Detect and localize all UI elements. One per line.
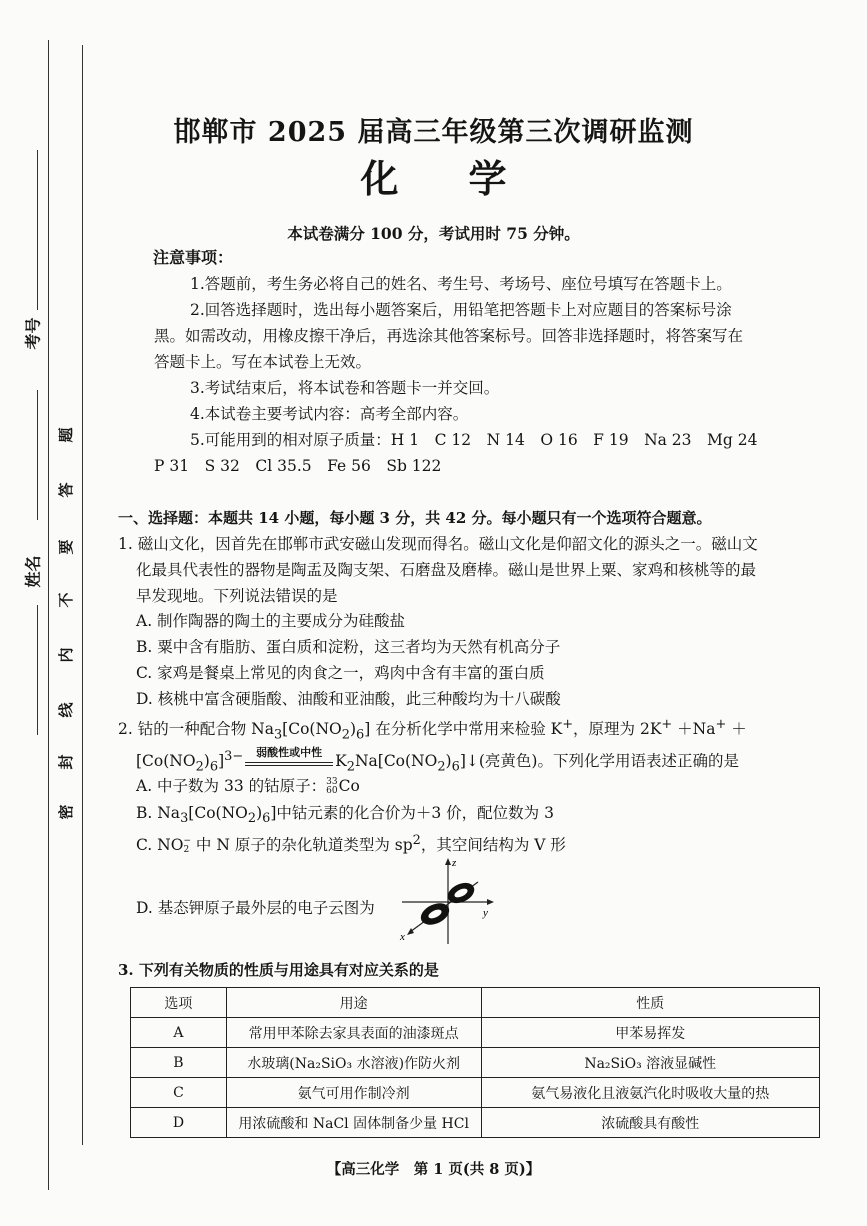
q2-l1-b: [Co(NO xyxy=(282,720,342,739)
cell-property: Na₂SiO₃ 溶液显碱性 xyxy=(481,1048,820,1078)
page-footer: 【高三化学 第 1 页(共 8 页)】 xyxy=(326,1161,541,1178)
note-line-5: 3.考试结束后，将本试卷和答题卡一并交回。 xyxy=(190,379,500,397)
q2-b-c: ) xyxy=(256,804,263,822)
nuclide-element: Co xyxy=(338,777,360,795)
q2-l2-f: ) xyxy=(445,752,452,771)
cell-property: 浓硫酸具有酸性 xyxy=(481,1108,820,1138)
table-row xyxy=(131,1018,820,1048)
seal-char-2: 封 xyxy=(57,754,75,770)
exam-title: 邯郸市 2025 届高三年级第三次调研监测 xyxy=(173,117,694,148)
y-arrow xyxy=(487,899,494,905)
axis-y-label: y xyxy=(483,907,488,919)
note-line-6: 4.本试卷主要考试内容：高考全部内容。 xyxy=(190,405,469,423)
q2-l2-e: Na[Co(NO xyxy=(354,752,438,771)
cell-property: 氨气易液化且液氨汽化时吸收大量的热 xyxy=(481,1078,820,1108)
q2-l1-d: ] 在分析化学中常用来检验 K xyxy=(364,720,563,739)
nuclide-notation xyxy=(326,778,337,796)
z-arrow xyxy=(445,858,451,865)
cell-property: 甲苯易挥发 xyxy=(481,1018,820,1048)
nuclide-z: 60 xyxy=(326,786,338,796)
reaction-condition: 弱酸性或中性 xyxy=(256,746,323,760)
seal-char-5: 不 xyxy=(57,592,75,608)
nuclide-mass: 33 xyxy=(326,777,338,787)
notes-heading: 注意事项： xyxy=(153,248,234,267)
axis-z-label: z xyxy=(452,857,457,869)
note-line-2: 2.回答选择题时，选出每小题答案后，用铅笔把答题卡上对应题目的答案标号涂 xyxy=(190,301,732,319)
section1-heading: 一、选择题：本题共 14 小题，每小题 3 分，共 42 分。每小题只有一个选项符合题意。 xyxy=(118,509,712,527)
cell-use: 水玻璃(Na₂SiO₃ 水溶液)作防火剂 xyxy=(226,1048,481,1078)
q2-line-2: $[Co(NO_2)_6]^{3-}$ 弱酸性或中性 $K_2Na[Co(NO_2)_6]↓$(亮黄色)。下列化学用语表述正确的是 xyxy=(136,746,739,778)
q1-option-c: C. 家鸡是餐桌上常见的肉食之一，鸡肉中含有丰富的蛋白质 xyxy=(136,664,545,682)
col-header-use: 用途 xyxy=(226,988,481,1018)
x-arrow xyxy=(407,928,414,935)
cell-option: C xyxy=(131,1078,227,1108)
seal-char-1: 密 xyxy=(57,804,75,820)
q2-option-a xyxy=(136,775,360,797)
cell-option: B xyxy=(131,1048,227,1078)
seal-char-6: 要 xyxy=(57,539,75,555)
q1-option-a: A. 制作陶器的陶土的主要成分为硅酸盐 xyxy=(136,612,406,630)
table-row xyxy=(131,1108,820,1138)
q2-l1-c: ) xyxy=(349,720,357,739)
binding-line-outer xyxy=(48,40,49,1190)
name-blank-lower xyxy=(37,605,38,735)
seal-char-3: 线 xyxy=(57,702,75,718)
nitrite-sub-sup: − 2 xyxy=(183,836,191,856)
q2-b-d: ]中钴元素的化合价为＋3 价，配位数为 3 xyxy=(270,804,554,822)
q1-option-b: B. 粟中含有脂肪、蛋白质和淀粉，这三者均为天然有机高分子 xyxy=(136,638,561,656)
seal-char-7: 答 xyxy=(57,482,75,498)
note-line-3: 黑。如需改动，用橡皮擦干净后，再选涂其他答案标号。回答非选择题时，将答案写在 xyxy=(154,327,744,345)
q2-a-text: A. 中子数为 33 的钴原子： xyxy=(136,777,327,795)
q2-l1-g: ＋ xyxy=(726,720,747,739)
q2-b-b: [Co(NO xyxy=(188,804,248,822)
exam-intro: 本试卷满分 100 分，考试用时 75 分钟。 xyxy=(287,224,580,243)
q2-l2-d: K xyxy=(335,752,347,771)
col-header-option: 选项 xyxy=(131,988,227,1018)
reaction-arrow xyxy=(243,746,335,772)
arrow-line xyxy=(245,762,333,763)
q2-c-a: C. NO xyxy=(136,836,184,855)
q2-l1-a: 2. 钴的一种配合物 Na xyxy=(118,720,274,739)
note-line-1: 1.答题前，考生务必将自己的姓名、考生号、考场号、座位号填写在答题卡上。 xyxy=(190,275,732,293)
axis-x-label: x xyxy=(400,931,405,943)
q2-option-c: C. NO − 2 中 N 原子的杂化轨道类型为 $sp^2$，其空间结构为 V 形 xyxy=(136,833,566,856)
note-line-8: P 31 S 32 Cl 35.5 Fe 56 Sb 122 xyxy=(154,457,442,475)
cell-use: 氨气可用作制冷剂 xyxy=(226,1078,481,1108)
q2-l2-g: ]↓(亮黄色)。下列化学用语表述正确的是 xyxy=(459,752,739,771)
q2-b-a: B. Na xyxy=(136,804,181,822)
col-header-property: 性质 xyxy=(481,988,820,1018)
q2-c-c: ，其空间结构为 V 形 xyxy=(420,836,566,855)
q2-line-1: 2. 钴的一种配合物 $Na_3[Co(NO_2)_6]$ 在分析化学中常用来检验 K+，原理为 2K+ ＋Na+ ＋ xyxy=(118,717,747,743)
note-line-7: 5.可能用到的相对原子质量：H 1 C 12 N 14 O 16 F 19 Na 23 Mg 24 xyxy=(190,431,758,449)
binding-line-inner xyxy=(82,45,83,1145)
q2-l2-a: [Co(NO xyxy=(136,752,196,771)
table-row xyxy=(131,1048,820,1078)
q1-line-3: 早发现地。下列说法错误的是 xyxy=(136,587,338,605)
seal-char-8: 题 xyxy=(57,427,75,443)
table-row xyxy=(131,1078,820,1108)
q2-l2-b: ) xyxy=(203,752,210,771)
subject-title: 化学 xyxy=(360,156,577,201)
cell-use: 常用甲苯除去家具表面的油漆斑点 xyxy=(226,1018,481,1048)
note-line-4: 答题卡上。写在本试卷上无效。 xyxy=(154,353,372,371)
arrow-line-2 xyxy=(245,765,333,766)
exam-no-label: 考号 xyxy=(23,317,43,350)
q2-l1-f: ＋Na xyxy=(672,720,716,739)
q2-l1-e: ，原理为 2K xyxy=(573,720,662,739)
name-label: 姓名 xyxy=(23,555,43,588)
electron-cloud-diagram xyxy=(398,856,498,946)
q2-option-d: D. 基态钾原子最外层的电子云图为 xyxy=(136,899,375,917)
table-header-row xyxy=(131,988,820,1018)
q2-c-b: 中 N 原子的杂化轨道类型为 sp xyxy=(190,836,413,855)
cell-use: 用浓硫酸和 NaCl 固体制备少量 HCl xyxy=(226,1108,481,1138)
q1-line-1: 1. 磁山文化，因首先在邯郸市武安磁山发现而得名。磁山文化是仰韶文化的源头之一。磁山文 xyxy=(118,535,758,553)
q1-line-2: 化最具代表性的器物是陶盂及陶支架、石磨盘及磨棒。磁山是世界上粟、家鸡和核桃等的最 xyxy=(136,561,757,579)
q2-l2-c: ] xyxy=(218,752,225,771)
q1-option-d: D. 核桃中富含硬脂酸、油酸和亚油酸，此三种酸均为十八碳酸 xyxy=(136,690,561,708)
cell-option: A xyxy=(131,1018,227,1048)
seal-char-4: 内 xyxy=(57,647,75,663)
q2-option-b: B. $Na_3[Co(NO_2)_6]$中钴元素的化合价为＋3 价，配位数为 3 xyxy=(136,804,554,827)
name-blank-upper xyxy=(37,390,38,520)
q3-question: 3. 下列有关物质的性质与用途具有对应关系的是 xyxy=(118,961,439,979)
q3-table xyxy=(130,987,820,1138)
cell-option: D xyxy=(131,1108,227,1138)
